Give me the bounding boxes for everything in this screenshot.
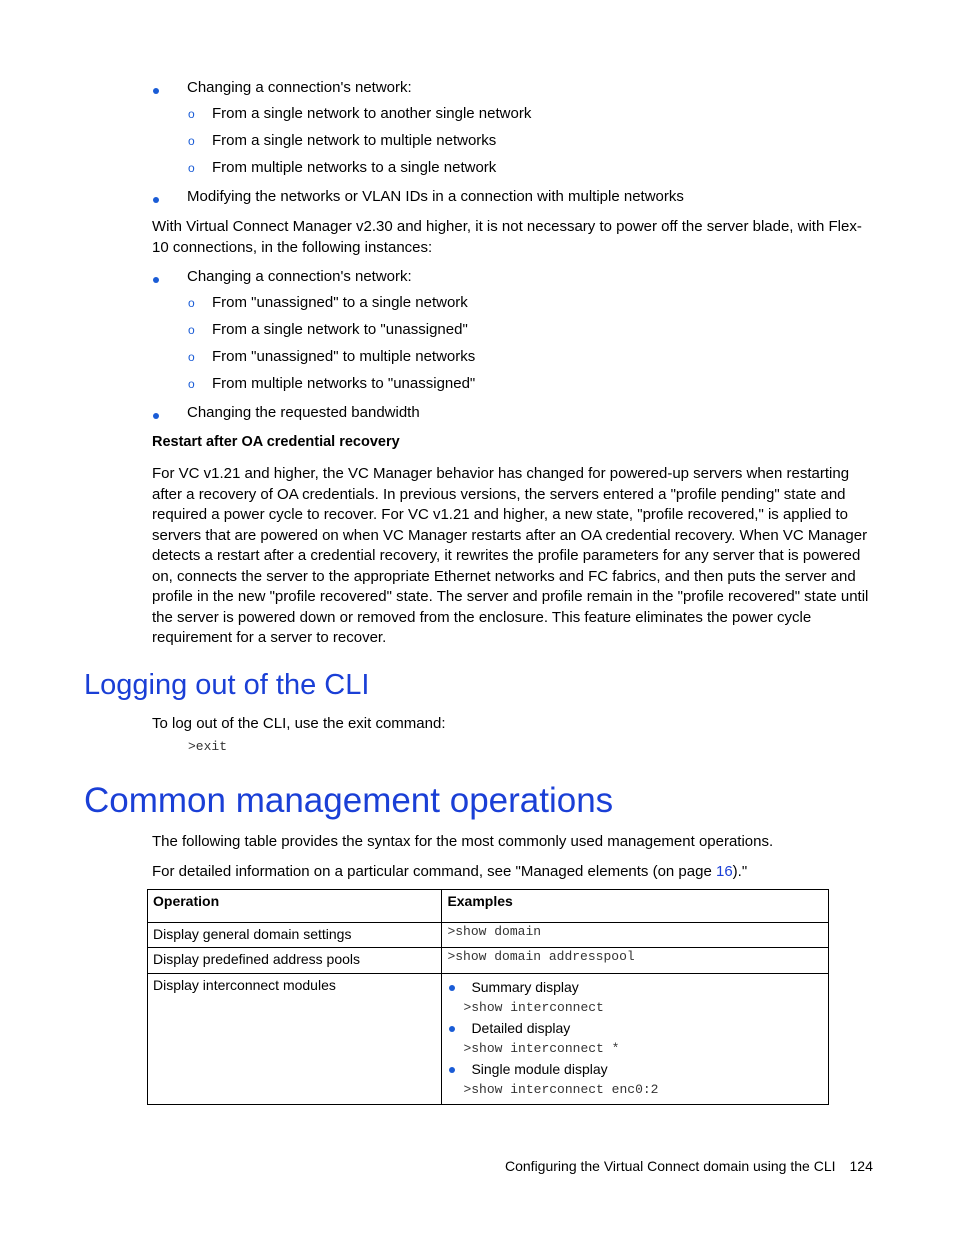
list-item: Changing a connection's network: bbox=[187, 268, 412, 285]
section-heading: Logging out of the CLI bbox=[84, 669, 370, 701]
list-item bbox=[447, 1059, 823, 1079]
section-text bbox=[152, 863, 747, 880]
bullet-icon bbox=[449, 1026, 455, 1032]
list-subitem: From "unassigned" to multiple networks bbox=[212, 348, 476, 365]
table-row bbox=[148, 974, 829, 1105]
bullet-icon bbox=[153, 192, 159, 206]
list-item: Changing a connection's network: bbox=[187, 79, 412, 96]
example-label: Detailed display bbox=[471, 1020, 571, 1036]
list-item bbox=[447, 977, 823, 997]
circle-bullet-icon: o bbox=[188, 377, 195, 391]
bullet-icon bbox=[449, 985, 455, 991]
section-heading: Common management operations bbox=[84, 781, 614, 820]
code-sample: >show interconnect * bbox=[463, 1041, 620, 1056]
table-cell: Display interconnect modules bbox=[148, 974, 442, 1105]
page-link[interactable]: 16 bbox=[715, 863, 733, 880]
circle-bullet-icon: o bbox=[188, 107, 195, 121]
list-subitem: From a single network to multiple networks bbox=[212, 132, 497, 149]
table-cell: >show domain bbox=[442, 923, 829, 948]
table-cell: Display general domain settings bbox=[148, 923, 442, 948]
page-number: 124 bbox=[849, 1158, 873, 1174]
bullet-icon bbox=[153, 272, 159, 286]
text-fragment: For detailed information on a particular command, see "Managed elements (on page bbox=[152, 863, 716, 880]
bullet-icon bbox=[153, 408, 159, 422]
table-row bbox=[148, 948, 829, 974]
list-subitem: From multiple networks to "unassigned" bbox=[212, 375, 476, 392]
circle-bullet-icon: o bbox=[188, 350, 195, 364]
subheading: Restart after OA credential recovery bbox=[152, 434, 400, 450]
example-label: Single module display bbox=[471, 1061, 608, 1077]
circle-bullet-icon: o bbox=[188, 323, 195, 337]
list-subitem: From multiple networks to a single network bbox=[212, 159, 497, 176]
circle-bullet-icon: o bbox=[188, 134, 195, 148]
table-cell: >show domain addresspool bbox=[442, 948, 829, 974]
code-sample: >show interconnect bbox=[463, 1000, 604, 1015]
table-header-row bbox=[148, 890, 829, 923]
section-text: To log out of the CLI, use the exit command: bbox=[152, 715, 446, 732]
text-fragment: )." bbox=[732, 863, 748, 880]
paragraph: For VC v1.21 and higher, the VC Manager behavior has changed for powered-up servers when restarting after a recovery of OA credentials. In previous versions, the servers entered a "profile pending" state and required a power cycle to recover. For VC v1.21 and higher, a new state, "profile recovered," is applied to servers that are powered on when VC Manager restarts after an OA credential recovery. When VC Manager detects a restart after a credential recovery, it rewrites the profile parameters for any server that is powered on, connects the server to the appropriate Ethernet networks and FC fabrics, and then puts the server and profile in the new "profile recovered" state. The server and profile remain in the "profile recovered" state until the server is powered down or removed from the enclosure. This feature eliminates the power cycle requirement for a server to recover. bbox=[152, 465, 869, 646]
list-item: Modifying the networks or VLAN IDs in a connection with multiple networks bbox=[187, 188, 684, 205]
footer bbox=[505, 1158, 873, 1174]
footer-text: Configuring the Virtual Connect domain using the CLI bbox=[505, 1158, 836, 1174]
list-subitem: From a single network to "unassigned" bbox=[212, 321, 468, 338]
paragraph: With Virtual Connect Manager v2.30 and higher, it is not necessary to power off the server blade, with Flex-10 connections, in the following instances: bbox=[152, 218, 862, 256]
table-row bbox=[148, 923, 829, 948]
bullet-icon bbox=[449, 1067, 455, 1073]
code-sample: >show interconnect enc0:2 bbox=[463, 1082, 659, 1097]
list-subitem: From a single network to another single network bbox=[212, 105, 532, 122]
circle-bullet-icon: o bbox=[188, 296, 195, 310]
bullet-icon bbox=[153, 83, 159, 97]
list-item bbox=[447, 1018, 823, 1038]
circle-bullet-icon: o bbox=[188, 161, 195, 175]
section-text: The following table provides the syntax for the most commonly used management operations. bbox=[152, 833, 774, 850]
table-header: Operation bbox=[148, 890, 442, 923]
list-subitem: From "unassigned" to a single network bbox=[212, 294, 468, 311]
table-header: Examples bbox=[442, 890, 829, 923]
example-label: Summary display bbox=[471, 979, 579, 995]
list-item: Changing the requested bandwidth bbox=[187, 404, 420, 421]
code-sample: >exit bbox=[188, 739, 228, 754]
table-cell bbox=[442, 974, 829, 1105]
operations-table bbox=[147, 889, 829, 1105]
table-cell: Display predefined address pools bbox=[148, 948, 442, 974]
